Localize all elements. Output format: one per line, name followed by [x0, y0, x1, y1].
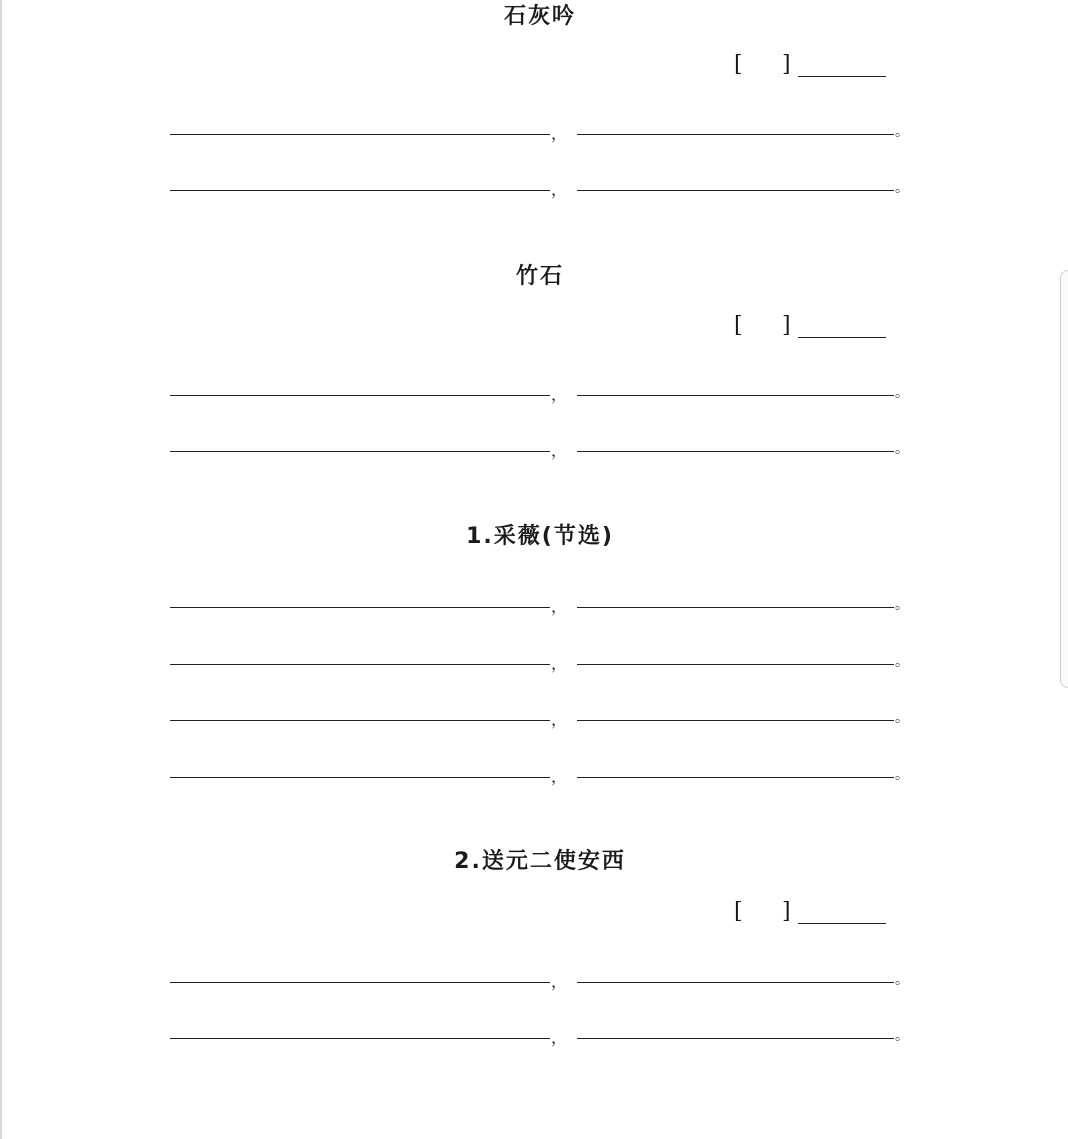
- period-mark: 。: [895, 654, 909, 670]
- comma-mark: ，: [551, 441, 568, 460]
- verse-line: [0, 120, 1068, 144]
- comma-mark: ，: [551, 597, 568, 616]
- verse-line: [0, 763, 1068, 787]
- verse-blank-second-half: [577, 777, 894, 778]
- period-mark: 。: [895, 597, 909, 613]
- verse-blank-second-half: [577, 982, 894, 983]
- verse-blank-first-half: [170, 664, 550, 665]
- comma-mark: ，: [551, 180, 568, 199]
- verse-blank-first-half: [170, 607, 550, 608]
- verse-blank-first-half: [170, 777, 550, 778]
- verse-blank-first-half: [170, 134, 550, 135]
- right-bracket: ]: [782, 52, 791, 77]
- verse-line: [0, 706, 1068, 730]
- comma-mark: ，: [551, 385, 568, 404]
- left-bracket: [: [734, 52, 743, 77]
- verse-blank-second-half: [577, 664, 894, 665]
- period-mark: 。: [895, 385, 909, 401]
- period-mark: 。: [895, 180, 909, 196]
- right-bracket: ]: [782, 899, 791, 924]
- verse-line: [0, 381, 1068, 405]
- comma-mark: ，: [551, 767, 568, 786]
- verse-blank-second-half: [577, 395, 894, 396]
- verse-line: [0, 437, 1068, 461]
- author-blank: [798, 923, 886, 924]
- period-mark: 。: [895, 972, 909, 988]
- poem-title-zhushi: 竹石: [515, 263, 564, 289]
- right-bracket: ]: [782, 313, 791, 338]
- verse-blank-first-half: [170, 1038, 550, 1039]
- verse-blank-second-half: [577, 134, 894, 135]
- comma-mark: ，: [551, 654, 568, 673]
- verse-blank-second-half: [577, 607, 894, 608]
- verse-blank-second-half: [577, 190, 894, 191]
- poem-title-caiwei: 1.采薇(节选): [466, 524, 614, 549]
- period-mark: 。: [895, 1028, 909, 1044]
- poem-title-shihuiyin: 石灰吟: [503, 3, 576, 29]
- scrollbar-thumb[interactable]: [1060, 270, 1068, 688]
- author-blank: [798, 76, 886, 77]
- comma-mark: ，: [551, 1028, 568, 1047]
- verse-blank-first-half: [170, 395, 550, 396]
- left-bracket: [: [734, 313, 743, 338]
- left-bracket: [: [734, 899, 743, 924]
- verse-blank-first-half: [170, 982, 550, 983]
- verse-blank-second-half: [577, 451, 894, 452]
- verse-line: [0, 968, 1068, 992]
- verse-blank-first-half: [170, 720, 550, 721]
- period-mark: 。: [895, 441, 909, 457]
- comma-mark: ，: [551, 124, 568, 143]
- author-blank: [798, 337, 886, 338]
- verse-line: [0, 650, 1068, 674]
- period-mark: 。: [895, 124, 909, 140]
- verse-line: [0, 176, 1068, 200]
- poem-title-songyuanershianxi: 2.送元二使安西: [454, 849, 626, 874]
- period-mark: 。: [895, 767, 909, 783]
- comma-mark: ，: [551, 972, 568, 991]
- verse-blank-second-half: [577, 720, 894, 721]
- verse-blank-first-half: [170, 451, 550, 452]
- verse-line: [0, 593, 1068, 617]
- verse-line: [0, 1024, 1068, 1048]
- period-mark: 。: [895, 710, 909, 726]
- verse-blank-second-half: [577, 1038, 894, 1039]
- verse-blank-first-half: [170, 190, 550, 191]
- comma-mark: ，: [551, 710, 568, 729]
